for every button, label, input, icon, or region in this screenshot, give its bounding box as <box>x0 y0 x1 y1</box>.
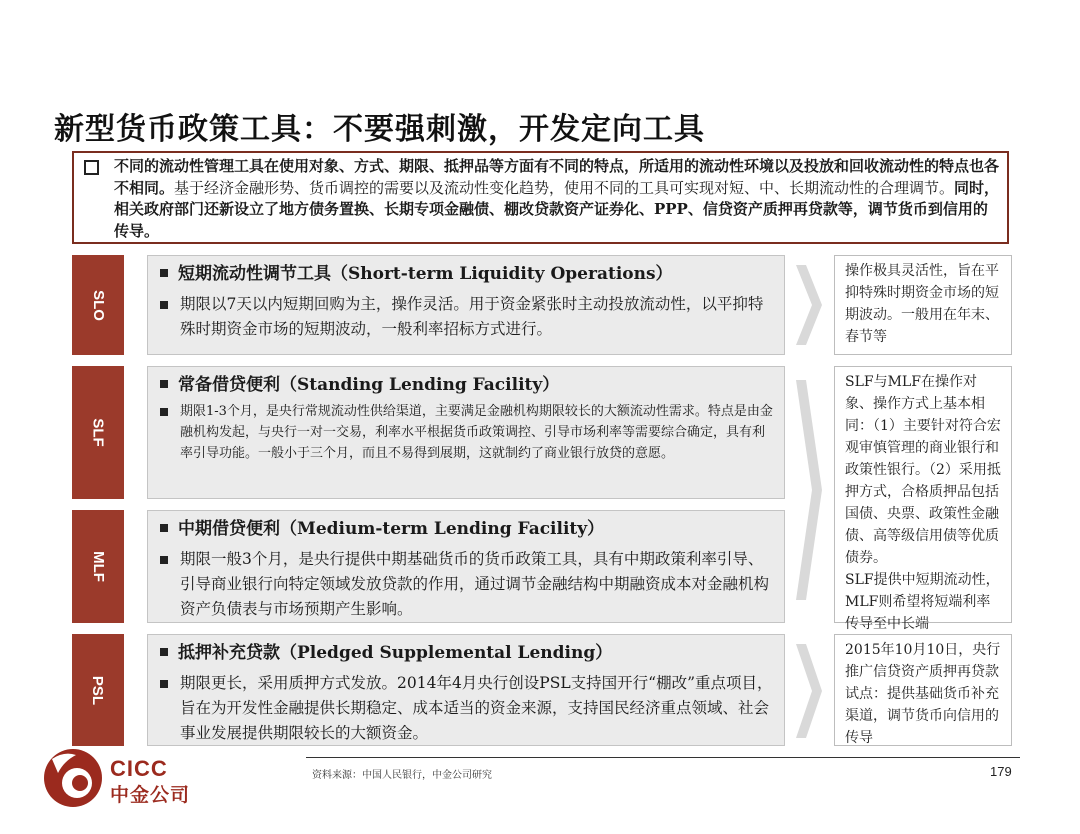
square-bullet-icon <box>160 556 168 564</box>
square-bullet-icon <box>160 648 168 656</box>
note-psl: 2015年10月10日，央行推广信贷资产质押再贷款试点：提供基础货币补充渠道，调节货币向信用的传导 <box>834 634 1012 746</box>
row-label-psl <box>72 634 124 746</box>
panel-body-text: 期限更长，采用质押方式发放。2014年4月央行创设PSL支持国开行“棚改”重点项目，旨在为开发性金融提供长期稳定、成本适当的资金来源，支持国民经济重点领域、社会事业发展提供期限较长的大额资金。 <box>180 674 773 742</box>
panel-body <box>160 671 774 746</box>
square-bullet-icon <box>160 524 168 532</box>
summary-box <box>72 151 1009 244</box>
page-number: 179 <box>990 764 1012 779</box>
logo-text-cn: 中金公司 <box>110 784 191 806</box>
panel-heading <box>160 641 774 665</box>
row-label-text: MLF <box>89 551 107 582</box>
panel-body <box>160 401 774 464</box>
note-slo: 操作极具灵活性，旨在平抑特殊时期资金市场的短期波动。一般用在年末、春节等 <box>834 255 1012 355</box>
panel-heading-text: 抵押补充贷款（Pledged Supplemental Lending） <box>178 643 613 663</box>
panel-body <box>160 292 774 342</box>
panel-heading <box>160 262 774 286</box>
square-bullet-icon <box>160 301 168 309</box>
summary-text-2: 基于经济金融形势、货币调控的需要以及流动性变化趋势，使用不同的工具可实现对短、中、长期流动性的合理调节。 <box>174 178 955 197</box>
footer-divider <box>306 757 1020 758</box>
square-bullet-icon <box>160 680 168 688</box>
panel-heading-text: 短期流动性调节工具（Short-term Liquidity Operations） <box>178 264 673 284</box>
page-title: 新型货币政策工具：不要强刺激，开发定向工具 <box>54 112 705 147</box>
panel-slo <box>147 255 785 355</box>
summary-bold-3: 同时，相关政府部门还新设立了地方债务置换、长期专项金融债、棚改贷款资产证券化、PPP、信贷资产质押再贷款等，调节货币到信用的传导。 <box>114 178 1000 240</box>
square-bullet-icon <box>160 269 168 277</box>
panel-heading-text: 常备借贷便利（Standing Lending Facility） <box>178 375 560 395</box>
row-label-slo <box>72 255 124 355</box>
square-bullet-icon <box>160 408 168 416</box>
row-label-slf <box>72 366 124 499</box>
panel-body <box>160 547 774 622</box>
panel-psl <box>147 634 785 746</box>
square-bullet-icon <box>160 380 168 388</box>
row-label-text: PSL <box>89 675 107 705</box>
panel-heading <box>160 373 774 397</box>
logo-text-en: CICC <box>110 756 168 781</box>
note-slf-mlf-text-2: SLF提供中短期流动性，MLF则希望将短端利率传导至中长端 <box>845 572 1000 632</box>
source-note: 资料来源：中国人民银行，中金公司研究 <box>312 770 492 781</box>
row-label-text: SLO <box>89 289 107 321</box>
cicc-logo <box>42 747 106 813</box>
row-label-mlf <box>72 510 124 623</box>
panel-body-text: 期限以7天以内短期回购为主，操作灵活。用于资金紧张时主动投放流动性，以平抑特殊时期资金市场的短期波动，一般利率招标方式进行。 <box>180 295 764 338</box>
panel-mlf <box>147 510 785 623</box>
panel-heading <box>160 517 774 541</box>
row-label-text: SLF <box>89 418 107 447</box>
checkbox-bullet-icon <box>84 160 99 175</box>
note-slf-mlf-text-1: SLF与MLF在操作对象、操作方式上基本相同：（1）主要针对符合宏观审慎管理的商业银行和政策性银行。（2）采用抵押方式，合格质押品包括国债、央票、政策性金融债、高等级信用债等优质债券。 <box>845 374 1001 566</box>
panel-heading-text: 中期借贷便利（Medium-term Lending Facility） <box>178 519 605 539</box>
panel-body-text: 期限1-3个月，是央行常规流动性供给渠道，主要满足金融机构期限较长的大额流动性需求。特点是由金融机构发起，与央行一对一交易，利率水平根据货币政策调控、引导市场利率等需要综合确定，具有利率引导功能。一般小于三个月，而且不易得到展期，这就制约了商业银行放贷的意愿。 <box>180 404 773 461</box>
summary-bold-1: 不同的流动性管理工具在使用对象、方式、期限、抵押品等方面有不同的特点，所适用的流动性环境以及投放和回收流动性的特点也各不相同。 <box>114 157 1000 197</box>
note-slf-mlf <box>834 366 1012 632</box>
panel-body-text: 期限一般3个月，是央行提供中期基础货币的货币政策工具，具有中期政策利率引导、引导商业银行向特定领域发放贷款的作用，通过调节金融结构中期融资成本对金融机构资产负债表与市场预期产生影响。 <box>180 550 770 618</box>
panel-slf <box>147 366 785 499</box>
